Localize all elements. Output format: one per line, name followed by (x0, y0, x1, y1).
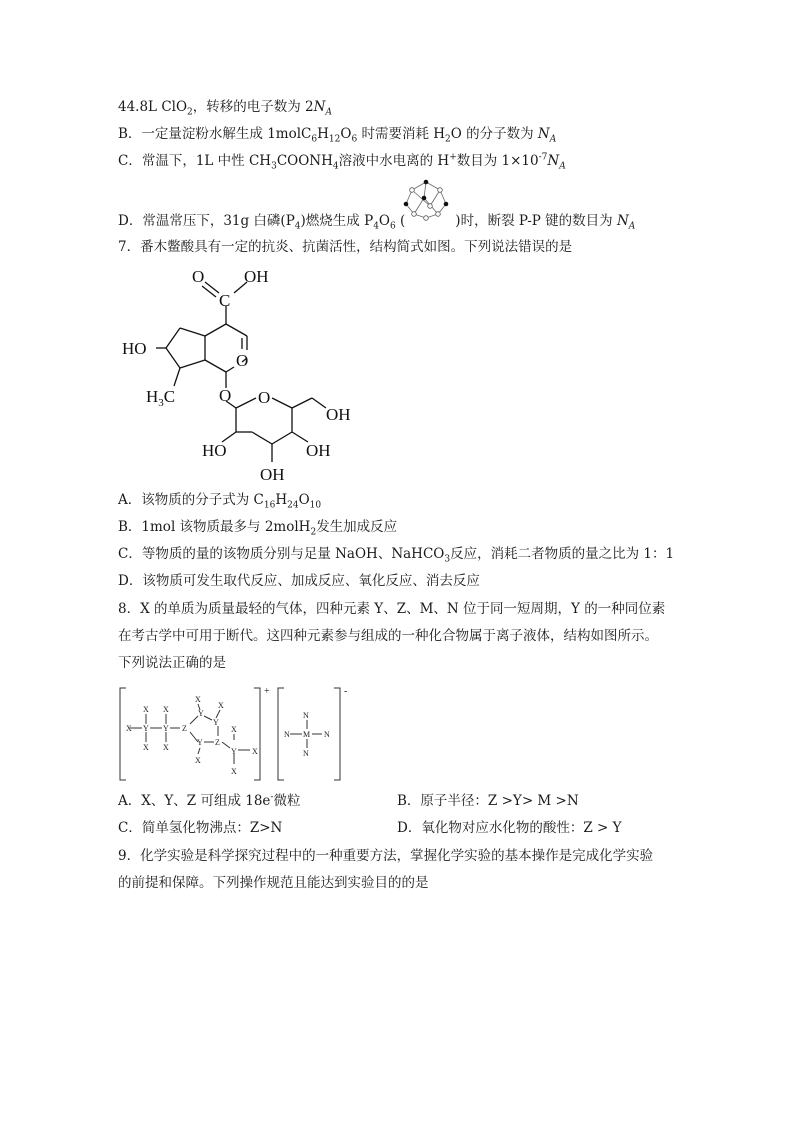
atom-x: X (143, 743, 149, 752)
na-symbol: N (616, 213, 629, 229)
q6-d-text3: O (378, 213, 390, 229)
na-symbol: N (537, 126, 550, 142)
q7-a-o: O (298, 492, 310, 508)
atom-y: Y (231, 747, 237, 756)
label-ho-left: HO (122, 339, 147, 358)
q8-ionic-liquid-diagram (116, 684, 356, 784)
q7-a-text1: A．该物质的分子式为 C (118, 492, 264, 508)
label-h3c-sub: 3 (158, 397, 164, 409)
q7-a-h: H (275, 492, 288, 508)
atom-n: N (324, 730, 330, 739)
q7-option-c: C．等物质的量的该物质分别与足量 NaOH、NaHCO$_3$反应，消耗二者物质的量之比为 1：1 (118, 546, 675, 565)
q6-option-b: B．一定量淀粉水解生成 $1molC_6H_{12}O_6$ 时需要消耗 $H_2O$ 的分子数为 $N_A$ (118, 126, 557, 145)
q8-a-sup: - (270, 792, 274, 803)
q7-structure-diagram (116, 258, 376, 490)
q6-c-text4: 数目为 1×10 (456, 153, 539, 169)
q6-d-text1: D．常温常压下，31g 白磷(P (118, 213, 295, 229)
atom-y: Y (197, 738, 203, 747)
q6-b-o: O (340, 126, 352, 142)
q6-d-text2: )燃烧生成 P (300, 213, 374, 229)
cation-charge: + (264, 686, 270, 697)
label-h3c (146, 387, 175, 409)
atom-x: X (143, 705, 149, 714)
atom-x: X (218, 701, 224, 710)
atom-m: M (303, 730, 311, 739)
atom-y: Y (163, 724, 169, 733)
q9-stem-line2: 的前提和保障。下列操作规范且能达到实验目的的是 (118, 875, 429, 891)
na-sub: A (549, 134, 557, 145)
label-o-top: O (192, 267, 205, 286)
atom-x: X (126, 724, 132, 733)
label-oh-right: OH (326, 405, 351, 424)
q7-a-sub1: 16 (263, 500, 276, 511)
q6-c-text1: C．常温下，1L 中性 CH (118, 153, 272, 169)
label-oh-bottom: OH (260, 465, 285, 484)
q8-a-text2: 微粒 (273, 793, 301, 809)
label-ring-o: O (236, 351, 249, 370)
q6-a-text1: 44.8L ClO (118, 99, 188, 115)
q6-d-text5: )时，断裂 P-P 键的数目为 (455, 213, 617, 229)
na-sub: A (559, 161, 566, 172)
atom-x: X (252, 747, 258, 756)
na-sub: A (325, 107, 332, 118)
label-h3c-h: H (146, 387, 159, 406)
q8-stem-line2: 在考古学中可用于断代。这四种元素参与组成的一种化合物属于离子液体，结构如图所示。 (118, 628, 658, 644)
label-oh-top: OH (244, 267, 269, 286)
na-sub: A (628, 221, 636, 232)
label-oh-bottom-right: OH (306, 441, 331, 460)
label-c-carbonyl: C (219, 291, 231, 310)
q8-option-d: D．氧化物对应水化物的酸性：Z > Y (397, 820, 622, 836)
q7-option-d: D．该物质可发生取代反应、加成反应、氧化反应、消去反应 (118, 573, 480, 589)
label-ho-bottom-left: HO (202, 441, 227, 460)
q7-b-text1: B．1mol 该物质最多与 2molH (118, 519, 311, 535)
q7-c-text1: C．等物质的量的该物质分别与足量 NaOH、NaHCO (118, 546, 445, 562)
atom-z: Z (215, 738, 220, 747)
q7-stem: 7．番木鳖酸具有一定的抗炎、抗菌活性，结构简式如图。下列说法错误的是 (118, 239, 573, 255)
q6-d-text4: ( (395, 213, 406, 229)
na-symbol: N (547, 153, 560, 169)
atom-x: X (163, 743, 169, 752)
q7-b-text2: 发生加成反应 (316, 519, 398, 535)
q6-b-h: H (317, 126, 329, 142)
q7-a-sub2: 24 (287, 500, 299, 511)
q9-stem-line1: 9．化学实验是科学探究过程中的一种重要方法，掌握化学实验的基本操作是完成化学实验 (118, 848, 654, 864)
q8-a-text1: A．X、Y、Z 可组成 18e (118, 793, 271, 809)
atom-n: N (303, 749, 309, 758)
q6-option-a-tail: 44.8L ClO$_2$，转移的电子数为 $2N_A$ (118, 99, 332, 118)
q8-stem-line1: 8．X 的单质为质量最轻的气体，四种元素 Y、Z、M、N 位于同一短周期，Y 的一种同位素 (118, 601, 666, 617)
atom-x: X (231, 767, 237, 776)
q6-b-text3: O 的分子数为 (450, 126, 538, 142)
q8-option-a (118, 792, 300, 810)
atom-n: N (284, 730, 290, 739)
q6-c-exp: -7 (538, 152, 548, 163)
label-h3c-c: C (163, 387, 176, 406)
atom-x: X (231, 725, 237, 734)
atom-x: X (163, 705, 169, 714)
q6-a-text2: ，转移的电子数为 2 (192, 99, 314, 115)
atom-y: Y (198, 709, 204, 718)
q7-option-b: B．1mol 该物质最多与 2molH$_2$发生加成反应 (118, 519, 398, 538)
q6-b-text2: 时需要消耗 H (357, 126, 446, 142)
label-o-link: O (219, 386, 232, 405)
atom-z: Z (182, 724, 187, 733)
q7-a-sub3: 10 (309, 500, 322, 511)
atom-n: N (303, 711, 309, 720)
q6-option-d: D．常温常压下，31g 白磷$(P_4)$燃烧生成 $P_4O_6$ ( )时，断裂 P-P 键的数目为 $N_A$ (118, 213, 636, 232)
q6-option-c: C．常温下，1L 中性 $CH_3COONH_4$溶液中水电离的 H+数目为 $1\times 10^{-7}N_A$ (118, 152, 566, 172)
atom-x: X (195, 695, 201, 704)
q8-stem-line3: 下列说法正确的是 (118, 655, 226, 671)
atom-x: X (195, 756, 201, 765)
q7-option-a (118, 491, 321, 509)
q6-c-text2: COONH (276, 153, 333, 169)
anion-charge: - (344, 686, 348, 697)
atom-y: Y (213, 718, 219, 727)
na-symbol: N (313, 99, 326, 115)
atom-y: Y (143, 724, 149, 733)
q8-option-c: C．简单氢化物沸点：Z>N (118, 820, 283, 836)
q7-c-text2: 反应，消耗二者物质的量之比为 1：1 (450, 546, 675, 562)
q6-c-text3: 溶液中水电离的 H (338, 153, 450, 169)
q6-b-text1: B．一定量淀粉水解生成 1molC (118, 126, 312, 142)
label-o-sugar: O (258, 388, 271, 407)
q8-option-b: B．原子半径：Z >Y> M >N (397, 793, 579, 809)
